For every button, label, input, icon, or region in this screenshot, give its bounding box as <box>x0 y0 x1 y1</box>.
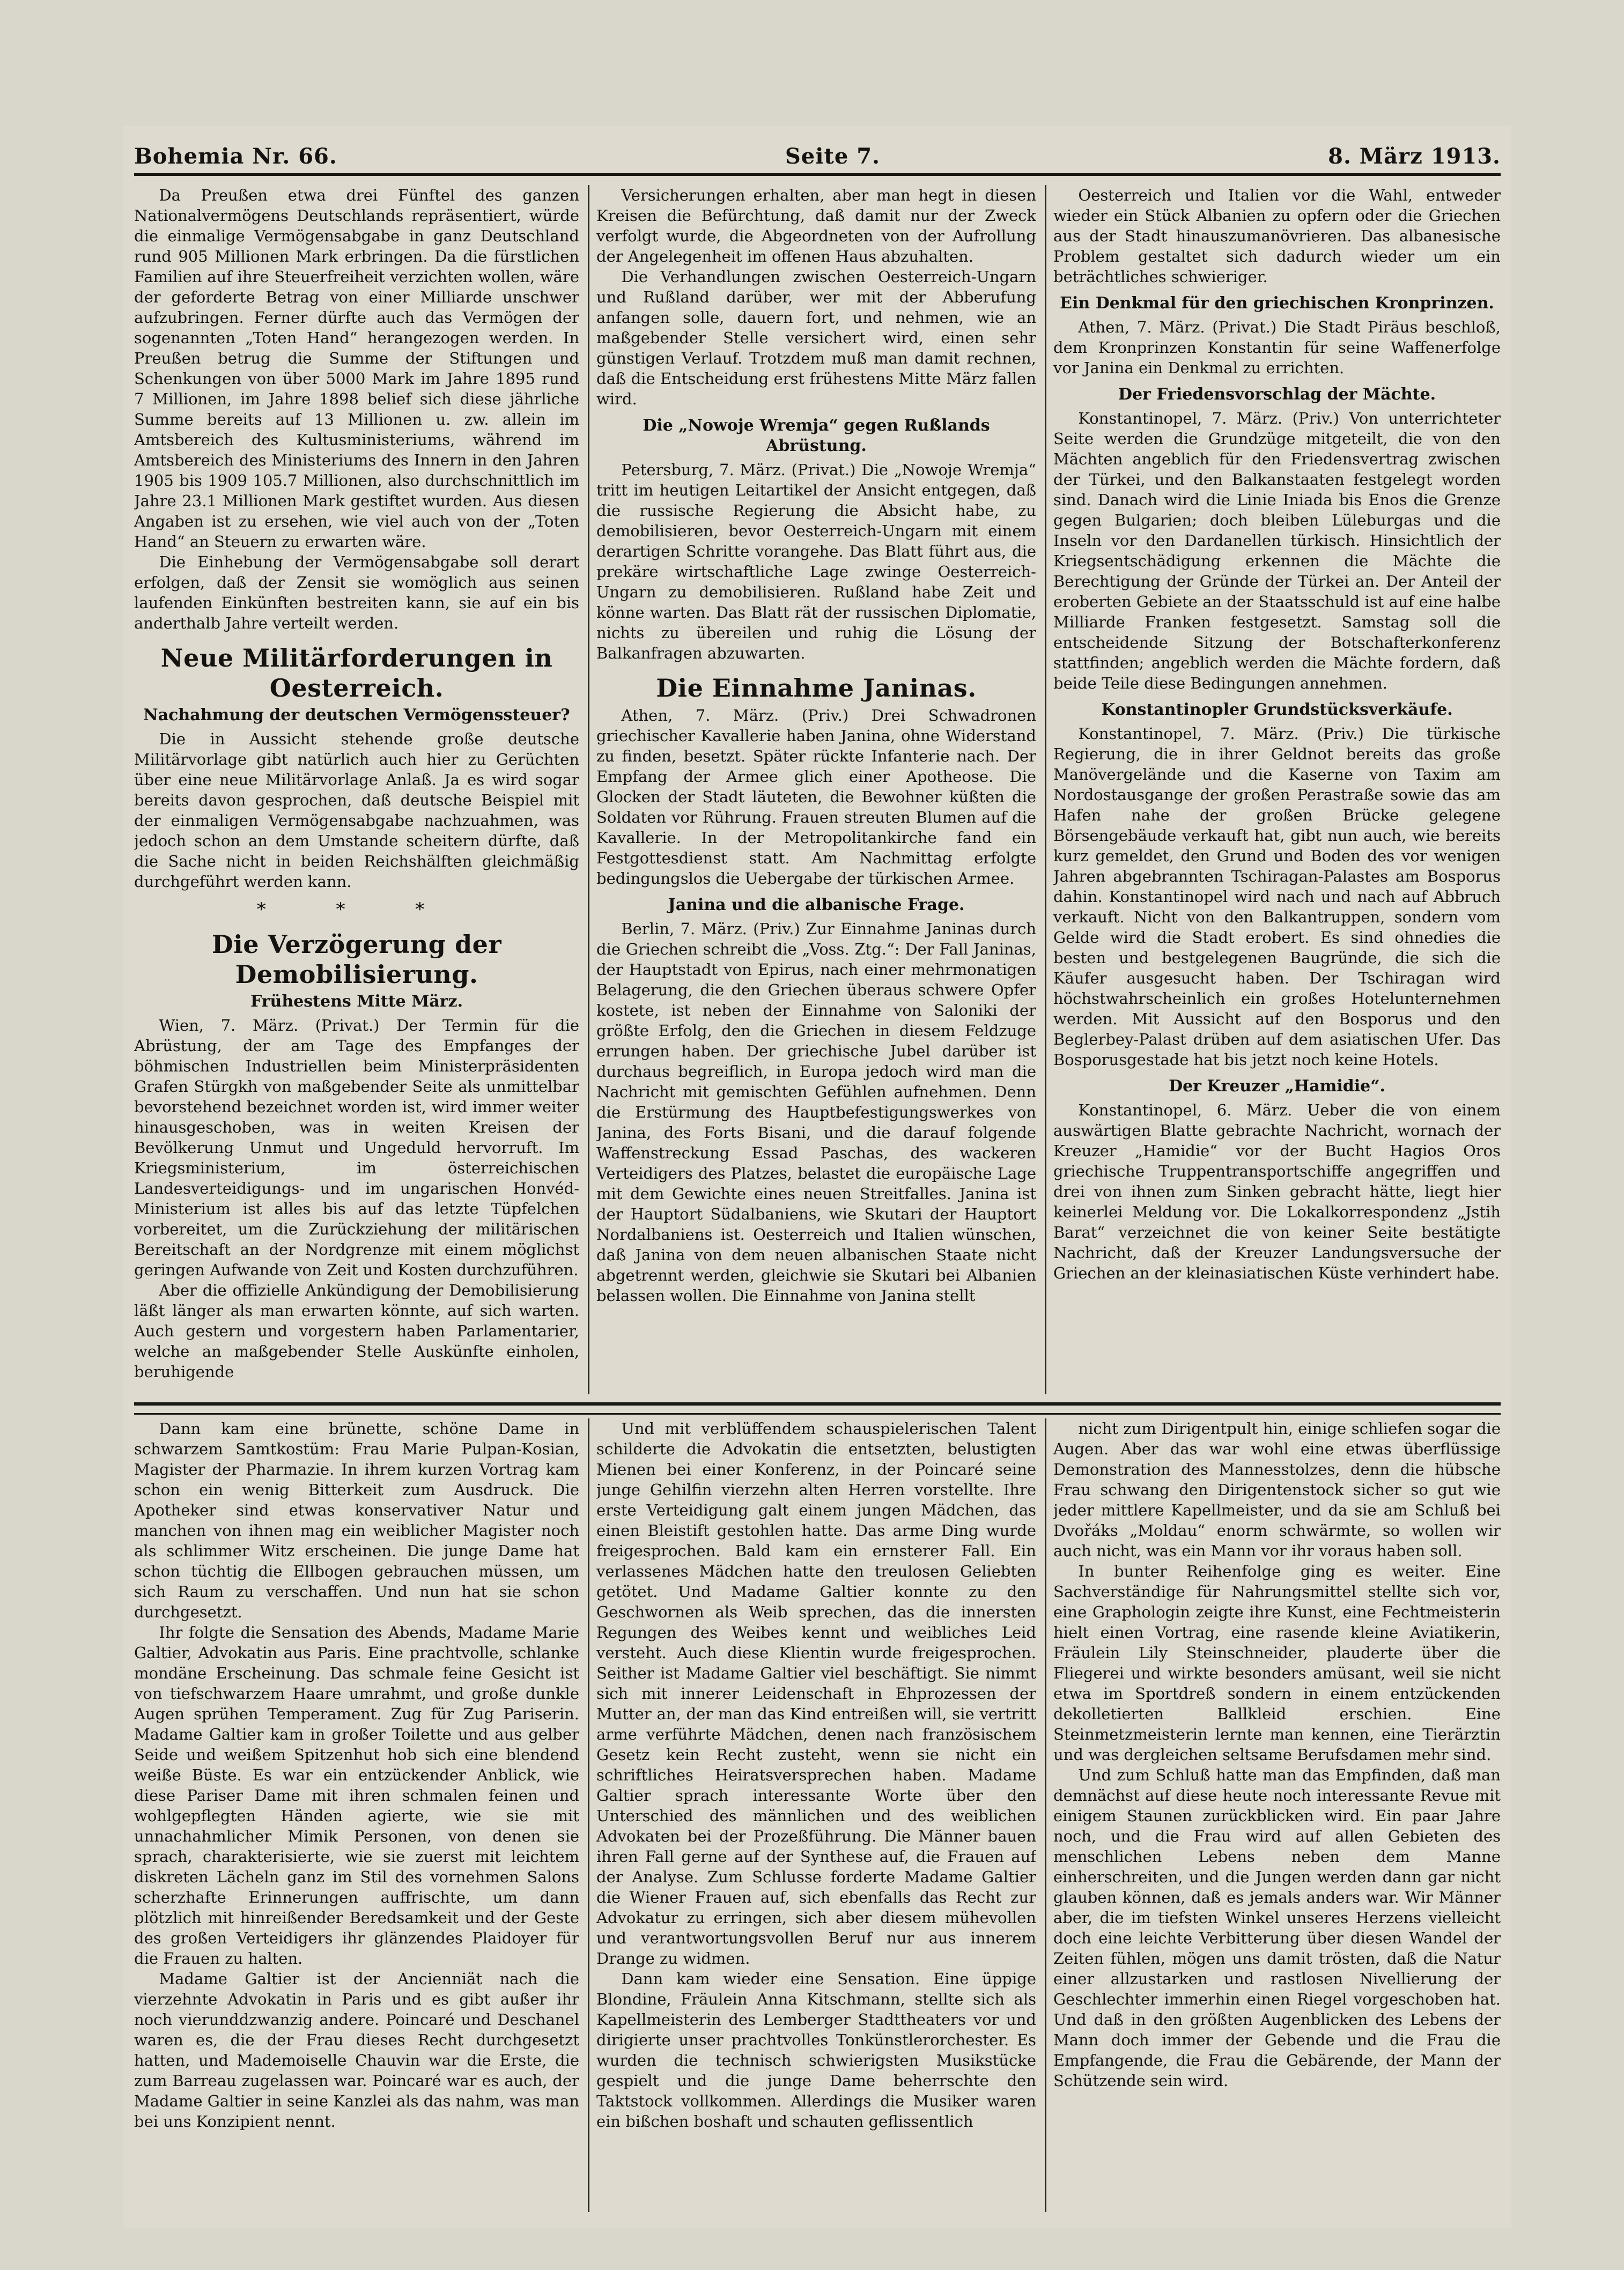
feuilleton-paragraph: Dann kam eine brünette, schöne Dame in schwarzem Samtkostüm: Frau Marie Pulpan-Kosian, Magister der Pharmazie. In ihrem kurzen Vortrag kam schon ein wenig Bitterkeit zum Ausdruck. Die Apotheker sind etwas konservativer Natur und manchen von ihnen mag ein weiblicher Magister noch als schlimmer Witz erscheinen. Die junge Dame hat schon tüchtig die Ellbogen gebrauchen müssen, um sich Raum zu verschaffen. Und nun hat sie schon durchgesetzt. <box>134 1419 579 1621</box>
header-date: 8. März 1913. <box>1328 144 1501 169</box>
masthead-rule <box>134 173 1501 176</box>
article-paragraph: Konstantinopel, 6. März. Ueber die von einem auswärtigen Blatte gebrachte Nachricht, wornach der Kreuzer „Hamidie“ vor der Bucht Hagios Oros griechische Truppentransportschiffe angegriffen und drei von ihnen zum Sinken gebracht hätte, liegt hier keinerlei Meldung vor. Die Lokalkorrespondenz „Jstih Barat“ verzeichnet die von keiner Seite bestätigte Nachricht, daß der Kreuzer Landungsversuche der Griechen an der kleinasiatischen Küste verhindert habe. <box>1053 1101 1501 1282</box>
subheadline: Frühestens Mitte März. <box>250 992 463 1011</box>
article-paragraph: Konstantinopel, 7. März. (Priv.) Von unterrichteter Seite werden die Grundzüge mitgeteilt, die von den Mächten angeblich für den Friedensvertrag zwischen der Türkei, und den Balkanstaaten festgelegt worden sind. Danach wird die Linie Iniada bis Enos die Grenze gegen Bulgarien; doch bleiben Lüleburgas und die Inseln vor den Dardanellen türkisch. Hinsichtlich der Kriegsentschädigung erkennen die Mächte die Berechtigung der Gründe der Türkei an. Der Anteil der eroberten Gebiete an der Staatsschuld ist auf eine halbe Milliarde Franken festgesetzt. Samstag soll die entscheidende Sitzung der Botschafterkonferenz stattfinden; angeblich werden die Mächte fordern, daß beide Teile diese Bedingungen annehmen. <box>1053 409 1501 692</box>
feuilleton-paragraph: nicht zum Dirigentpult hin, einige schliefen sogar die Augen. Aber das war wohl eine etwas überflüssige Demonstration des Mannesstolzes, denn die hübsche Frau schwang den Dirigentenstock sicher so gut wie jeder mittlere Kapellmeister, und da sie am Schluß bei Dvořáks „Moldau“ enorm schwärmte, so wollen wir auch nicht, was ein Mann vor ihr voraus haben soll. <box>1053 1419 1501 1560</box>
feuilleton-column-3 <box>1053 1418 1501 2212</box>
masthead <box>134 131 1501 169</box>
article-paragraph: Aber die offizielle Ankündigung der Demobilisierung läßt länger als man erwarten könnte, auf sich warten. Auch gestern und vorgestern haben Parlamentarier, welche an maßgebender Stelle Auskünfte einholen, beruhigende <box>134 1281 579 1381</box>
feuilleton-paragraph: Und zum Schluß hatte man das Empfinden, daß man demnächst auf diese heute noch interessante Revue mit einigem Staunen zurückblicken wird. Ein paar Jahre noch, und die Frau wird auf allen Gebieten des menschlichen Lebens neben dem Manne einherschreiten, und die Jungen werden dann gar nicht glauben können, daß es jemals anders war. Wir Männer aber, die im tiefsten Winkel unseres Herzens vielleicht doch eine leichte Verbitterung über diesen Wandel der Zeiten fühlen, mögen uns damit trösten, daß die Natur einer allzustarken und rastlosen Nivellierung der Geschlechter immerhin einen Riegel vorgeschoben hat. Und daß in den größten Augenblicken des Lebens der Mann doch immer der Gebende und die Frau die Empfangende, die Frau die Gebärende, der Mann der Schützende sein wird. <box>1053 1766 1501 2090</box>
subheadline: Nachahmung der deutschen Vermögenssteuer? <box>143 706 570 724</box>
headline-land-sales: Konstantinopler Grundstücksverkäufe. <box>1101 700 1453 719</box>
feuilleton-column-2 <box>596 1418 1036 2212</box>
feuilleton-separator-rule <box>134 1402 1501 1415</box>
article-paragraph: Die in Aussicht stehende große deutsche Militärvorlage gibt natürlich auch hier zu Gerüchten über eine neue Militärvorlage Anlaß. Ja es wird sogar bereits davon gesprochen, daß deutsche Beispiel mit der einmaligen Vermögensabgabe nachzuahmen, was jedoch schon an dem Umstande scheitern dürfte, daß die Sache nicht in beiden Reichshälften gleichmäßig durchgeführt werden kann. <box>134 730 579 891</box>
feuilleton-paragraph: Madame Galtier ist der Ancienniät nach die vierzehnte Advokatin in Paris und es gibt außer ihr noch vierunddzwanzig andere. Poincaré und Deschanel waren es, die der Frau dieses Recht durchgesetzt hatten, und Mademoiselle Chauvin war die Erste, die zum Barreau zugelassen war. Poincaré war es auch, der Madame Galtier in seine Kanzlei als das nahm, was man bei uns Konzipient nennt. <box>134 1970 579 2131</box>
headline-janina: Die Einnahme Janinas. <box>656 674 977 703</box>
feuilleton-paragraph: Dann kam wieder eine Sensation. Eine üppige Blondine, Fräulein Anna Kitschmann, stellte sich als Kapellmeisterin des Lemberger Stadttheaters vor und dirigierte unser prachtvolles Tonkünstlerorchester. Es wurden die technisch schwierigsten Musikstücke gespielt und die junge Dame beherrschte den Taktstock vollkommen. Allerdings die Musiker waren ein bißchen boshaft und schauten geflissentlich <box>596 1970 1036 2131</box>
article-paragraph: Die Verhandlungen zwischen Oesterreich-Ungarn und Rußland darüber, wer mit der Abberufung anfangen solle, dauern fort, und nehmen, wie an maßgebender Stelle versichert wird, einen sehr günstigen Verlauf. Trotzdem muß man damit rechnen, daß die Entscheidung erst frühestens Mitte März fallen wird. <box>596 268 1036 408</box>
section-divider-stars: * * * <box>256 899 457 920</box>
article-paragraph: Da Preußen etwa drei Fünftel des ganzen Nationalvermögens Deutschlands repräsentiert, würde die einmalige Vermögensabgabe in ganz Deutschland rund 905 Millionen Mark erbringen. Da die fürstlichen Familien auf ihre Steuerfreiheit verzichten wollen, wäre der geforderte Betrag von einer Milliarde unschwer aufzubringen. Ferner dürfte auch das Vermögen der sogenannten „Toten Hand“ herangezogen werden. In Preußen betrug die Summe der Stiftungen und Schenkungen von über 5000 Mark im Jahre 1895 rund 7 Millionen, im Jahre 1898 belief sich diese jährliche Summe bereits auf 13 Millionen u. zw. allein im Amtsbereich des Kultusministeriums, während im Amtsbereich des Ministeriums des Innern in den Jahren 1905 bis 1909 105.7 Millionen, also durchschnittlich im Jahre 23.1 Millionen Mark gestiftet wurden. Aus diesen Angaben ist zu ersehen, wie viel auch von der „Toten Hand“ an Steuern zu erwarten wäre. <box>134 186 579 551</box>
article-paragraph: Athen, 7. März. (Privat.) Die Stadt Piräus beschloß, dem Kronprinzen Konstantin für seine Waffenerfolge vor Janina ein Denkmal zu errichten. <box>1053 318 1501 377</box>
article-paragraph: Oesterreich und Italien vor die Wahl, entweder wieder ein Stück Albanien zu opfern oder die Griechen aus der Stadt hinauszumanövrieren. Das albanesische Problem gestaltet sich dadurch wieder um ein beträchtliches schwieriger. <box>1053 186 1501 286</box>
column-rule <box>1045 185 1046 1394</box>
column-rule <box>1045 1418 1046 2212</box>
article-paragraph: Berlin, 7. März. (Priv.) Zur Einnahme Janinas durch die Griechen schreibt die „Voss. Ztg.“: Der Fall Janinas, der Hauptstadt von Epirus, nach einer mehrmonatigen Belagerung, die den Griechen überaus schwere Opfer kostete, ist neben der Einnahme von Saloniki der größte Erfolg, den die Griechen in diesem Feldzuge errungen haben. Der griechische Jubel darüber ist durchaus begreiflich, in Europa jedoch wird man die Nachricht mit gemischten Gefühlen aufnehmen. Denn die Erstürmung des Hauptbefestigungswerkes von Janina, des Forts Bisani, und die darauf folgende Waffenstreckung Essad Paschas, des wackeren Verteidigers des Platzes, belastet die europäische Lage mit dem Gewichte eines neuen Streitfalles. Janina ist der Hauptort Südalbaniens, wie Skutari der Hauptort Nordalbaniens ist. Oesterreich und Italien wünschen, daß Janina von dem neuen albanischen Staate nicht abgetrennt werden, gleichwie sie Skutari bei Albanien belassen wollen. Die Einnahme von Janina stellt <box>596 920 1036 1305</box>
article-paragraph: Konstantinopel, 7. März. (Priv.) Die türkische Regierung, die in ihrer Geldnot bereits das große Manövergelände und die Kaserne von Taxim am Nordostausgange der großen Perastraße sowie das am Hafen nahe der großen Brücke gelegene Börsengebäude verkauft hat, gibt nun auch, wie bereits kurz gemeldet, den Grund und Boden des vor wenigen Jahren abgebrannten Tschiragan-Palastes am Bosporus dahin. Konstantinopel wird nach und nach auf Abbruch verkauft. Nicht von den Balkantruppen, sondern vom Gelde wird die Stadt erobert. Es sind ohnedies die besten und bestgelegenen Baugründe, die sich die Käufer ausgesucht haben. Der Tschiragan wird höchstwahrscheinlich ein großes Hotelunternehmen werden. Mit Aussicht auf den Bosporus und den Beglerbey-Palast drüben auf dem asiatischen Ufer. Das Bosporusgestade hat bis jetzt noch keine Hotels. <box>1053 724 1501 1069</box>
article-paragraph: Petersburg, 7. März. (Privat.) Die „Nowoje Wremja“ tritt im heutigen Leitartikel der Ansicht entgegen, daß die russische Regierung die Absicht habe, zu demobilisieren, bevor Oesterreich-Ungarn mit einem derartigen Schritte vorangehe. Das Blatt führt aus, die prekäre wirtschaftliche Lage zwinge Oesterreich-Ungarn zu demobilisieren. Rußland habe Zeit und könne warten. Das Blatt rät der russischen Diplomatie, nichts zu übereilen und ruhig die Lösung der Balkanfragen abzuwarten. <box>596 461 1036 662</box>
column-rule <box>588 1418 589 2212</box>
article-paragraph: Versicherungen erhalten, aber man hegt in diesen Kreisen die Befürchtung, daß damit nur der Zweck verfolgt wurde, die Abgeordneten von der Aufrollung der Angelegenheit im offenen Haus abzuhalten. <box>596 186 1036 265</box>
news-column-1 <box>134 185 579 1392</box>
headline-cruiser-hamidie: Der Kreuzer „Hamidie“. <box>1169 1077 1385 1096</box>
headline-nowoje-wremja: Die „Nowoje Wremja“ gegen Rußlands Abrüstung. <box>643 416 990 455</box>
feuilleton-paragraph: Ihr folgte die Sensation des Abends, Madame Marie Galtier, Advokatin aus Paris. Eine prachtvolle, schlanke mondäne Erscheinung. Das schmale feine Gesicht ist von tiefschwarzem Haare umrahmt, und große dunkle Augen sprühen Temperament. Zug für Zug Pariserin. Madame Galtier kam in großer Toilette und aus gelber Seide und weißem Spitzenhut hob sich eine blendend weiße Büste. Es war ein entzückender Anblick, wie diese Pariser Dame mit ihren schmalen feinen und wohlgepflegten Händen agierte, wie sie mit unnachahmlicher Mimik Personen, von denen sie sprach, charakterisierte, wie sie zuerst mit leichtem diskreten Lächeln ganz im Stil des vornehmen Salons scherzhafte Erinnerungen auffrischte, um dann plötzlich mit hinreißender Beredsamkeit und der Geste des großen Verteidigers ihr glänzendes Plaidoyer für die Frauen zu halten. <box>134 1623 579 1968</box>
article-paragraph: Wien, 7. März. (Privat.) Der Termin für die Abrüstung, der am Tage des Empfanges der böhmischen Industriellen beim Ministerpräsidenten Grafen Stürgkh von maßgebender Seite als unmittelbar bevorstehend bezeichnet worden ist, wird immer weiter hinausgeschoben, was in weiten Kreisen der Bevölkerung Unmut und Ungeduld hervorruft. Im Kriegsministerium, im österreichischen Landesverteidigungs- und im ungarischen Honvéd-Ministerium ist alles bis auf das letzte Tüpfelchen vorbereitet, um die Zurückziehung der militärischen Bereitschaft an der Nordgrenze mit einem möglichst geringen Aufwande von Zeit und Kosten durchzuführen. <box>134 1016 579 1279</box>
headline-peace-proposal: Der Friedensvorschlag der Mächte. <box>1118 385 1436 404</box>
header-publication: Bohemia Nr. 66. <box>134 144 337 169</box>
headline-military-demands: Neue Militärforderungen in Oesterreich. <box>160 644 553 703</box>
newspaper-page <box>123 126 1511 2228</box>
article-paragraph: Athen, 7. März. (Priv.) Drei Schwadronen griechischer Kavallerie haben Janina, ohne Widerstand zu finden, besetzt. Später rückte Infanterie nach. Der Empfang der Armee glich einer Apotheose. Die Glocken der Stadt läuteten, die Bewohner küßten die Soldaten vor Rührung. Frauen streuten Blumen auf die Kavallerie. In der Metropolitankirche fand ein Festgottesdienst statt. Am Nachmittag erfolgte bedingungslos die Uebergabe der türkischen Armee. <box>596 706 1036 888</box>
column-rule <box>588 185 589 1394</box>
headline-albanian-question: Janina und die albanische Frage. <box>668 896 965 914</box>
headline-monument: Ein Denkmal für den griechischen Kronprinzen. <box>1060 294 1494 313</box>
feuilleton-paragraph: In bunter Reihenfolge ging es weiter. Eine Sachverständige für Nahrungsmittel stellte sich vor, eine Graphologin zeigte ihre Kunst, eine Fechtmeisterin hielt einen Vortrag, eine rasende kleine Aviatikerin, Fräulein Lily Steinschneider, plauderte über die Fliegerei und wirkte besonders amüsant, weil sie nicht etwa im Sportdreß sondern in einem entzückenden dekolletierten Ballkleid erschien. Eine Steinmetzmeisterin lernte man kennen, eine Tierärztin und was dergleichen seltsame Berufsdamen mehr sind. <box>1053 1562 1501 1764</box>
feuilleton-paragraph: Und mit verblüffendem schauspielerischen Talent schilderte die Advokatin die entsetzten, belustigten Mienen bei einer Konferenz, in der Poincaré seine junge Gehilfin vierzehn alten Herren vorstellte. Ihre erste Verteidigung galt einem jungen Mädchen, das einen Bleistift gestohlen hatte. Das arme Ding wurde freigesprochen. Bald kam ein ernsterer Fall. Ein verlassenes Mädchen hatte den treulosen Geliebten getötet. Und Madame Galtier konnte zu den Geschwornen als Weib sprechen, das die innersten Regungen des Weibes kennt und weibliches Leid versteht. Auch diese Klientin wurde freigesprochen. Seither ist Madame Galtier viel beschäftigt. Sie nimmt sich mit innerer Leidenschaft in Ehprozessen der Mutter an, der man das Kind entreißen will, sie vertritt arme verführte Mädchen, denen nach französischem Gesetz kein Recht zusteht, wenn sie nicht ein schriftliches Heiratsversprechen haben. Madame Galtier sprach interessante Worte über den Unterschied des männlichen und des weiblichen Advokaten bei der Prozeßführung. Die Männer bauen ihren Fall gerne auf der Synthese auf, die Frauen auf der Analyse. Zum Schlusse forderte Madame Galtier die Wiener Frauen auf, sich ebenfalls das Recht zur Advokatur zu erringen, sich aber diesem mühevollen und verantwortungsvollen Beruf nur aus innerem Drange zu widmen. <box>596 1419 1036 1968</box>
header-page-number: Seite 7. <box>785 144 881 169</box>
feuilleton-column-1 <box>134 1418 579 2212</box>
headline-demobilization: Die Verzögerung der Demobilisierung. <box>211 930 502 989</box>
news-column-2 <box>596 185 1036 1392</box>
news-column-3 <box>1053 185 1501 1392</box>
article-paragraph: Die Einhebung der Vermögensabgabe soll derart erfolgen, daß der Zensit sie womöglich aus seinen laufenden Einkünften bestreiten kann, sie auf ein bis anderthalb Jahre verteilt werden. <box>134 553 579 632</box>
